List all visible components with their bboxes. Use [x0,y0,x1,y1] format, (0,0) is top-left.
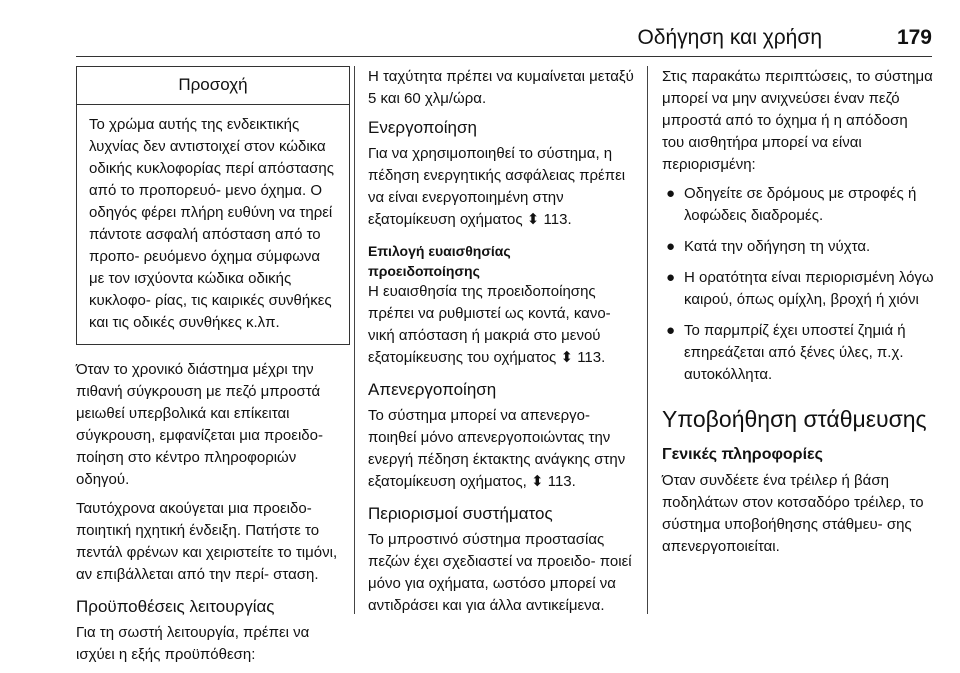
caution-body: Το χρώμα αυτής της ενδεικτικής λυχνίας δεν αντιστοιχεί στον κώδικα οδικής κυκλοφορίας περί απόστασης από το προπορευό- μενο όχημα. Ο οδηγός φέρει πλήρη ευθύνη να τηρεί πάντοτε ασφαλή απόσταση από το προπο- ρευόμενο όχημα σύμφωνα με τον ισχύοντα κώδικα οδικής κυκλοφο- ρίας, τις καιρικές συνθήκες και τις οδικές συνθήκες κ.λπ. [89,116,334,331]
bullet-dot-icon: ● [666,238,676,255]
paragraph-text: Το σύστημα μπορεί να απενεργο- ποιηθεί μόνο απενεργοποιώντας την ενεργή πέδηση έκτακτης ανάγκης στην εξατομίκευση οχήματος, [368,407,626,490]
paragraph: Όταν το χρονικό διάστημα μέχρι την πιθανή σύγκρουση με πεζό μπροστά μειωθεί υπερβολικά και επίκειται σύγκρουση, εμφανίζεται μια προειδο- ποίηση στο κέντρο πληροφοριών οδηγού. [76,361,323,488]
page-reference-text[interactable]: 113. [547,473,576,490]
section-heading: Ενεργοποίηση [368,118,477,137]
paragraph: Για τη σωστή λειτουργία, πρέπει να ισχύει η εξής προϋπόθεση: [76,624,310,663]
section-heading: Προϋποθέσεις λειτουργίας [76,597,275,616]
list-item-text: Η ορατότητα είναι περιορισμένη λόγω καιρού, όπως ομίχλη, βροχή ή χιόνι [684,269,934,308]
paragraph [368,143,636,231]
caution-box [76,66,350,345]
bullet-dot-icon: ● [666,322,676,339]
paragraph: Η ταχύτητα πρέπει να κυμαίνεται μεταξύ 5 και 60 χλμ/ώρα. [368,68,634,107]
section-heading: Γενικές πληροφορίες [662,446,823,463]
paragraph: Όταν συνδέετε ένα τρέιλερ ή βάση ποδηλάτων στον κοτσαδόρο τρέιλερ, το σύστημα υποβοήθησης στάθμευ- σης απενεργοποιείται. [662,472,924,555]
arrow-reference-icon: ⬍ [526,211,540,228]
subsection-heading-line: προειδοποίησης [368,263,480,279]
paragraph [368,281,636,369]
column-1 [76,66,352,673]
list-item [662,267,934,311]
paragraph: Το μπροστινό σύστημα προστασίας πεζών έχει σχεδιαστεί να προειδο- ποιεί μόνο για οχήματα, ωστόσο μπορεί να αντιδράσει και για άλλα αντικείμενα. [368,531,632,614]
list-item [662,236,934,258]
subsection-heading [368,241,636,281]
page-reference-text[interactable]: 113. [577,349,606,366]
page-header [76,0,932,57]
page-number: 179 [896,26,932,49]
arrow-reference-icon: ⬍ [560,349,574,366]
page-reference-text[interactable]: 113. [543,211,572,228]
bullet-dot-icon: ● [666,269,676,286]
paragraph: Στις παρακάτω περιπτώσεις, το σύστημα μπορεί να μην ανιχνεύσει έναν πεζό μπροστά από το όχημα ή η απόδοση του αισθητήρα μπορεί να είναι περιορισμένη: [662,68,933,173]
paragraph-text: Η ευαισθησία της προειδοποίησης πρέπει να ρυθμιστεί ως κοντά, κανο- νική απόσταση ή μακριά στο μενού εξατομίκευσης του οχήματος [368,283,611,366]
column-divider [647,66,648,614]
list-item [662,320,934,386]
paragraph-text: Για να χρησιμοποιηθεί το σύστημα, η πέδηση ενεργητικής ασφάλειας πρέπει να είναι ενεργοποιημένη στην εξατομίκευση οχήματος [368,145,626,228]
list-item-text: Οδηγείτε σε δρόμους με στροφές ή λοφώδεις διαδρομές. [684,185,917,224]
column-divider [354,66,355,614]
column-2 [368,66,636,624]
header-title: Οδήγηση και χρήση [637,26,822,49]
list-item-text: Κατά την οδήγηση τη νύχτα. [684,238,871,255]
arrow-reference-icon: ⬍ [530,473,544,490]
section-heading: Απενεργοποίηση [368,380,497,399]
subsection-heading-line: Επιλογή ευαισθησίας [368,243,511,259]
column-3 [662,66,934,565]
list-item-text: Το παρμπρίζ έχει υποστεί ζημιά ή επηρεάζεται από ξένες ύλες, π.χ. αυτοκόλλητα. [684,322,906,383]
paragraph: Ταυτόχρονα ακούγεται μια προειδο- ποιητική ηχητική ένδειξη. Πατήστε το πεντάλ φρένων και χειριστείτε το τιμόνι, αν επιβάλλεται από την περί- σταση. [76,500,338,583]
chapter-heading: Υποβοήθηση στάθμευσης [662,406,927,432]
paragraph [368,405,636,493]
bullet-list [662,183,934,386]
list-item [662,183,934,227]
caution-heading: Προσοχή [77,67,349,105]
section-heading: Περιορισμοί συστήματος [368,504,553,523]
bullet-dot-icon: ● [666,185,676,202]
